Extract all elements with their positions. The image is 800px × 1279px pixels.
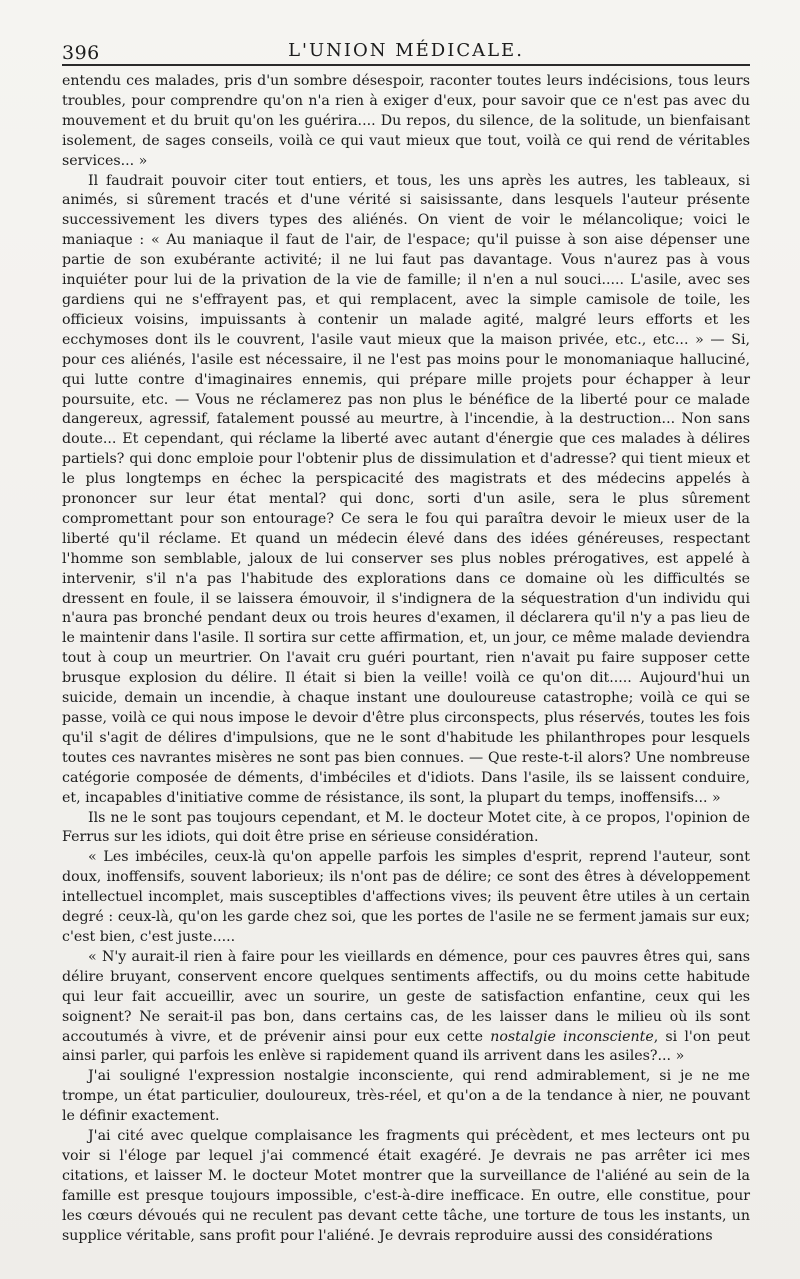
paragraph: J'ai souligné l'expression nostalgie inconsciente, qui rend admirablement, si je ne me trompe, un état particulier, douloureux, très-réel, et qu'on a de la tendance à nier, ne pouvant le définir exactement. (62, 1068, 750, 1125)
paragraph: Il faudrait pouvoir citer tout entiers, et tous, les uns après les autres, les tableaux, si animés, si sûrement tracés et d'une vérité si saisissante, dans lesquels l'auteur présente successivement les divers types des aliénés. On vient de voir le mélancolique; voici le maniaque : « Au maniaque il faut de l'air, de l'espace; qu'il puisse à son aise dépenser une partie de son exubérante activité; il ne lui faut pas davantage. Vous n'aurez pas à vous inquiéter pour lui de la privation de la vie de famille; il n'en a nul souci..... L'asile, avec ses gardiens qui ne s'effrayent pas, et qui remplacent, avec la simple camisole de toile, les officieux voisins, impuissants à contenir un malade agité, malgré leurs efforts et les ecchymoses dont ils le couvrent, l'asile vaut mieux que la maison privée, etc., etc... » — Si, pour ces aliénés, l'asile est nécessaire, il ne l'est pas moins pour le monomaniaque halluciné, qui lutte contre d'imaginaires ennemis, qui prépare mille projets pour échapper à leur poursuite, etc. — Vous ne réclamerez pas non plus le bénéfice de la liberté pour ce malade dangereux, agressif, fatalement poussé au meurtre, à l'incendie, à la destruction... Non sans doute... Et cependant, qui réclame la liberté avec autant d'énergie que ces malades à délires partiels? qui donc emploie pour l'obtenir plus de dissimulation et d'adresse? qui tient mieux et le plus longtemps en échec la perspicacité des magistrats et des médecins appelés à prononcer sur leur état mental? qui donc, sorti d'un asile, sera le plus sûrement compromettant pour son entourage? Ce sera le fou qui paraîtra devoir le mieux user de la liberté qu'il réclame. Et quand un médecin élevé dans des idées généreuses, respectant l'homme son semblable, jaloux de lui conserver ses plus nobles prérogatives, est appelé à intervenir, s'il n'a pas l'habitude des explorations dans ce domaine où les difficultés se dressent en foule, il se laissera émouvoir, il s'indignera de la séquestration d'un individu qui n'aura pas bronché pendant deux ou trois heures d'examen, il déclarera qu'il n'y a pas lieu de le maintenir dans l'asile. Il sortira sur cette affirmation, et, un jour, ce même malade deviendra tout à coup un meurtrier. On l'avait cru guéri pourtant, rien n'avait pu faire supposer cette brusque explosion du délire. Il était si bien la veille! voilà ce qu'on dit..... Aujourd'hui un suicide, demain un incendie, à chaque instant une douloureuse catastrophe; voilà ce qui se passe, voilà ce qui nous impose le devoir d'être plus circonspects, plus réservés, toutes les fois qu'il s'agit de délires d'impulsions, que ne le sont d'habitude les philanthropes pour lesquels toutes ces navrantes misères ne sont pas bien connues. — Que reste-t-il alors? Une nombreuse catégorie composée de déments, d'imbéciles et d'idiots. Dans l'asile, ils se laissent conduire, et, incapables d'initiative comme de résistance, ils sont, la plupart du temps, inoffensifs... » (62, 172, 750, 806)
text-run: , si l'on peut ainsi parler, qui parfois les enlève si rapidement quand ils arrivent dans les asiles?... » (62, 1028, 750, 1065)
running-title: L'UNION MÉDICALE. (288, 40, 524, 61)
paragraph (62, 948, 750, 1067)
emphasis: nostalgie inconsciente (490, 1028, 654, 1045)
page-number: 396 (62, 42, 100, 64)
header-rule (62, 64, 750, 66)
paragraph: entendu ces malades, pris d'un sombre désespoir, raconter toutes leurs indécisions, tous leurs troubles, pour comprendre qu'on n'a rien à exiger d'eux, pour savoir que ce n'est pas avec du mouvement et du bruit qu'on les guérira.... Du repos, du silence, de la solitude, un bienfaisant isolement, de sages conseils, voilà ce qui vaut mieux que tout, voilà ce qui rend de véritables services... » (62, 73, 750, 169)
body-text (62, 72, 750, 1246)
page-header (62, 0, 750, 64)
paragraph: Ils ne le sont pas toujours cependant, et M. le docteur Motet cite, à ce propos, l'opinion de Ferrus sur les idiots, qui doit être prise en sérieuse considération. (62, 809, 750, 846)
paragraph: « Les imbéciles, ceux-là qu'on appelle parfois les simples d'esprit, reprend l'auteur, sont doux, inoffensifs, souvent laborieux; ils n'ont pas de délire; ce sont des êtres à développement intellectuel incomplet, mais susceptibles d'affections vives; ils peuvent être utiles à un certain degré : ceux-là, qu'on les garde chez soi, que les portes de l'asile ne se ferment jamais sur eux; c'est bien, c'est juste..... (62, 849, 750, 945)
paragraph: J'ai cité avec quelque complaisance les fragments qui précèdent, et mes lecteurs ont pu voir si l'éloge par lequel j'ai commencé était exagéré. Je devrais ne pas arrêter ici mes citations, et laisser M. le docteur Motet montrer que la surveillance de l'aliéné au sein de la famille est presque toujours impossible, c'est-à-dire inefficace. En outre, elle constitue, pour les cœurs dévoués qui ne reculent pas devant cette tâche, une torture de tous les instants, un supplice véritable, sans profit pour l'aliéné. Je devrais reproduire aussi des considérations (62, 1128, 750, 1244)
text-run: « N'y aurait-il rien à faire pour les vieillards en démence, pour ces pauvres êtres qui, sans délire bruyant, conservent encore quelques sentiments affectifs, ou du moins cette habitude qui leur fait accueillir, avec un sourire, un geste de satisfaction enfantine, ceux qui les soignent? Ne serait-il pas bon, dans certains cas, de les laisser dans le milieu où ils sont accoutumés à vivre, et de prévenir ainsi pour eux cette (62, 948, 750, 1045)
